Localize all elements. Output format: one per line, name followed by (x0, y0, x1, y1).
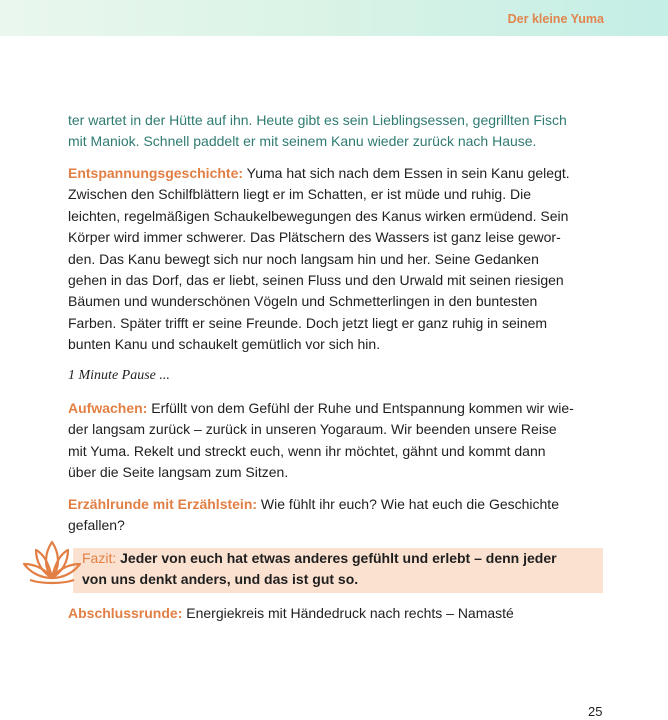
text-line: Zwischen den Schilfblättern liegt er im Schatten, er ist müde und ruhig. Die (68, 186, 532, 203)
text-line: Energiekreis mit Händedruck nach rechts – Namasté (182, 605, 514, 621)
text-line: von uns denkt anders, und das ist gut so. (82, 571, 359, 588)
text-line: bunten Kanu und schaukelt gemütlich vor sich hin. (68, 336, 381, 353)
text-line: den. Das Kanu bewegt sich nur noch langsam hin und her. Seine Gedanken (68, 250, 539, 267)
section-label: Fazit: (82, 550, 117, 566)
section-label: Aufwachen: (68, 400, 148, 416)
conclusion-paragraph (82, 548, 627, 591)
text-line: über die Seite langsam zum Sitzen. (68, 464, 289, 481)
relaxation-story-paragraph (68, 163, 613, 356)
section-label: Abschlussrunde: (68, 605, 183, 621)
page-number: 25 (588, 704, 603, 719)
story-round-paragraph (68, 494, 613, 537)
text-line: mit Yuma. Rekelt und streckt euch, wenn ihr möchtet, gähnt und kommt dann (68, 442, 546, 459)
text-line: Bäumen und wunderschönen Vögeln und Schmetterlingen in den buntesten (68, 293, 538, 310)
text-line: der langsam zurück – zurück in unseren Yogaraum. Wir beenden unsere Reise (68, 421, 557, 438)
lotus-icon (22, 536, 82, 586)
text-line: Jeder von euch hat etwas anderes gefühlt und erlebt – denn jeder (116, 550, 557, 566)
text-line: Wie fühlt ihr euch? Wie hat euch die Geschichte (257, 496, 559, 512)
text-line: Erfüllt von dem Gefühl der Ruhe und Entspannung kommen wir wie- (147, 400, 574, 416)
intro-paragraph (68, 110, 613, 153)
text-line: Körper wird immer schwerer. Das Plätschern des Wassers ist ganz leise gewor- (68, 229, 561, 246)
text-line: mit Maniok. Schnell paddelt er mit seinem Kanu wieder zurück nach Hause. (68, 133, 537, 150)
wake-up-paragraph (68, 398, 613, 484)
pause-note: 1 Minute Pause ... (68, 368, 170, 383)
text-line: gefallen? (68, 517, 125, 534)
running-header (0, 0, 668, 36)
text-line: ter wartet in der Hütte auf ihn. Heute gibt es sein Lieblingsessen, gegrillten Fisch (68, 112, 567, 128)
section-label: Erzählrunde mit Erzählstein: (68, 496, 258, 512)
text-line: Farben. Später trifft er seine Freunde. Doch jetzt liegt er ganz ruhig in seinem (68, 314, 548, 331)
closing-round-paragraph (68, 603, 613, 624)
text-line: leichten, regelmäßigen Schaukelbewegungen des Kanus wirken ermüdend. Sein (68, 207, 569, 224)
text-line: Yuma hat sich nach dem Essen in sein Kanu gelegt. (243, 165, 570, 181)
header-title: Der kleine Yuma (507, 12, 604, 26)
text-line: gehen in das Dorf, das er liebt, seinen Fluss und den Urwald mit seinen riesigen (68, 272, 564, 289)
section-label: Entspannungsgeschichte: (68, 165, 244, 181)
